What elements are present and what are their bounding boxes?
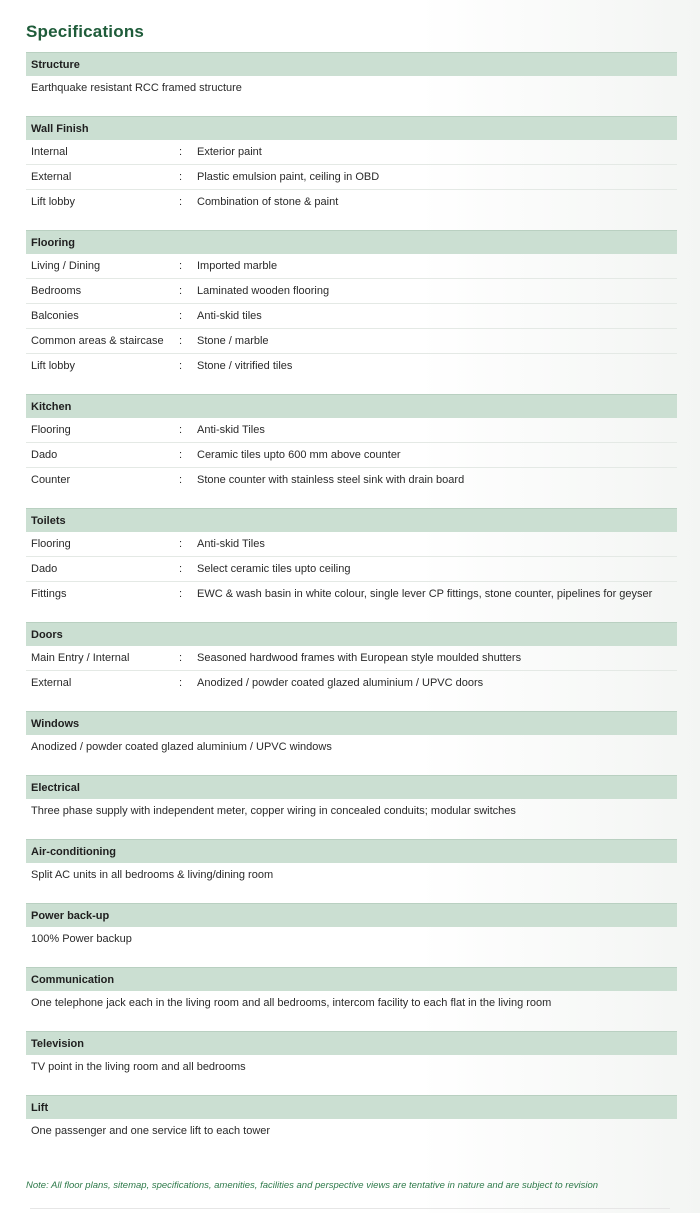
spec-section [26,508,677,607]
spec-label: Bedrooms [31,285,82,297]
spec-section [26,967,677,1016]
spec-section [26,1095,677,1144]
section-header: Communication [26,967,677,991]
spec-separator: : [179,424,183,436]
section-header: Doors [26,622,677,646]
spec-separator: : [179,146,183,158]
spec-label: Fittings [31,588,67,600]
spec-separator: : [179,449,183,461]
spec-label: Counter [31,474,71,486]
spec-value: EWC & wash basin in white colour, single lever CP fittings, stone counter, pipelines for geyser [197,588,653,600]
spec-row [26,646,677,671]
spec-text: Three phase supply with independent meter, copper wiring in concealed conduits; modular switches [31,805,516,817]
spec-section [26,1031,677,1080]
section-header: Flooring [26,230,677,254]
spec-label: Living / Dining [31,260,101,272]
spec-separator: : [179,335,183,347]
spec-separator: : [179,538,183,550]
section-header: Toilets [26,508,677,532]
spec-value: Stone / vitrified tiles [197,360,293,372]
spec-separator: : [179,588,183,600]
spec-value: Anti-skid Tiles [197,424,265,436]
spec-label: Main Entry / Internal [31,652,130,664]
spec-separator: : [179,652,183,664]
spec-row [26,279,677,304]
spec-value: Plastic emulsion paint, ceiling in OBD [197,171,380,183]
specifications-list [26,52,677,1159]
spec-label: Balconies [31,310,79,322]
spec-value: Anti-skid Tiles [197,538,265,550]
spec-separator: : [179,171,183,183]
section-header: Kitchen [26,394,677,418]
spec-row [26,468,677,493]
bottom-divider [30,1208,670,1209]
section-header: Windows [26,711,677,735]
spec-value: Anodized / powder coated glazed aluminium / UPVC doors [197,677,484,689]
spec-row [26,354,677,379]
spec-text: One passenger and one service lift to each tower [31,1125,271,1137]
spec-text: Split AC units in all bedrooms & living/dining room [31,869,274,881]
spec-row [26,304,677,329]
section-header: Wall Finish [26,116,677,140]
spec-separator: : [179,677,183,689]
spec-text: One telephone jack each in the living room and all bedrooms, intercom facility to each flat in the living room [31,997,552,1009]
spec-row [26,140,677,165]
spec-separator: : [179,260,183,272]
spec-row [26,532,677,557]
spec-value: Imported marble [197,260,278,272]
spec-label: Common areas & staircase [31,335,164,347]
spec-separator: : [179,285,183,297]
spec-label: Dado [31,563,58,575]
spec-text: Earthquake resistant RCC framed structure [31,82,242,94]
spec-value: Laminated wooden flooring [197,285,330,297]
spec-label: Flooring [31,424,71,436]
spec-row [26,443,677,468]
spec-value: Stone counter with stainless steel sink with drain board [197,474,465,486]
spec-row [26,557,677,582]
disclaimer-note: Note: All floor plans, sitemap, specifications, amenities, facilities and perspective views are tentative in nature and are subject to revision [26,1180,599,1191]
spec-value: Select ceramic tiles upto ceiling [197,563,351,575]
spec-text: TV point in the living room and all bedrooms [31,1061,246,1073]
section-header: Air-conditioning [26,839,677,863]
spec-section [26,903,677,952]
spec-section [26,711,677,760]
spec-separator: : [179,474,183,486]
spec-value: Exterior paint [197,146,262,158]
spec-row [26,254,677,279]
spec-label: Internal [31,146,68,158]
spec-row [26,190,677,215]
section-header: Structure [26,52,677,76]
spec-section [26,622,677,696]
spec-label: External [31,677,72,689]
spec-row [26,418,677,443]
spec-label: Lift lobby [31,360,76,372]
spec-text: Anodized / powder coated glazed aluminium / UPVC windows [31,741,332,753]
spec-label: External [31,171,72,183]
spec-section [26,839,677,888]
spec-section [26,230,677,379]
spec-row [26,329,677,354]
section-header: Electrical [26,775,677,799]
spec-label: Flooring [31,538,71,550]
spec-value: Stone / marble [197,335,269,347]
spec-label: Dado [31,449,58,461]
spec-row [26,165,677,190]
spec-separator: : [179,360,183,372]
page-title: Specifications [26,22,145,41]
spec-section [26,116,677,215]
section-header: Television [26,1031,677,1055]
spec-label: Lift lobby [31,196,76,208]
spec-separator: : [179,563,183,575]
spec-row [26,582,677,607]
spec-value: Combination of stone & paint [197,196,339,208]
spec-separator: : [179,196,183,208]
spec-section [26,775,677,824]
spec-text: 100% Power backup [31,933,132,945]
spec-value: Ceramic tiles upto 600 mm above counter [197,449,401,461]
spec-separator: : [179,310,183,322]
spec-row [26,671,677,696]
section-header: Power back-up [26,903,677,927]
section-header: Lift [26,1095,677,1119]
spec-value: Seasoned hardwood frames with European style moulded shutters [197,652,522,664]
spec-value: Anti-skid tiles [197,310,262,322]
spec-section [26,52,677,101]
spec-section [26,394,677,493]
